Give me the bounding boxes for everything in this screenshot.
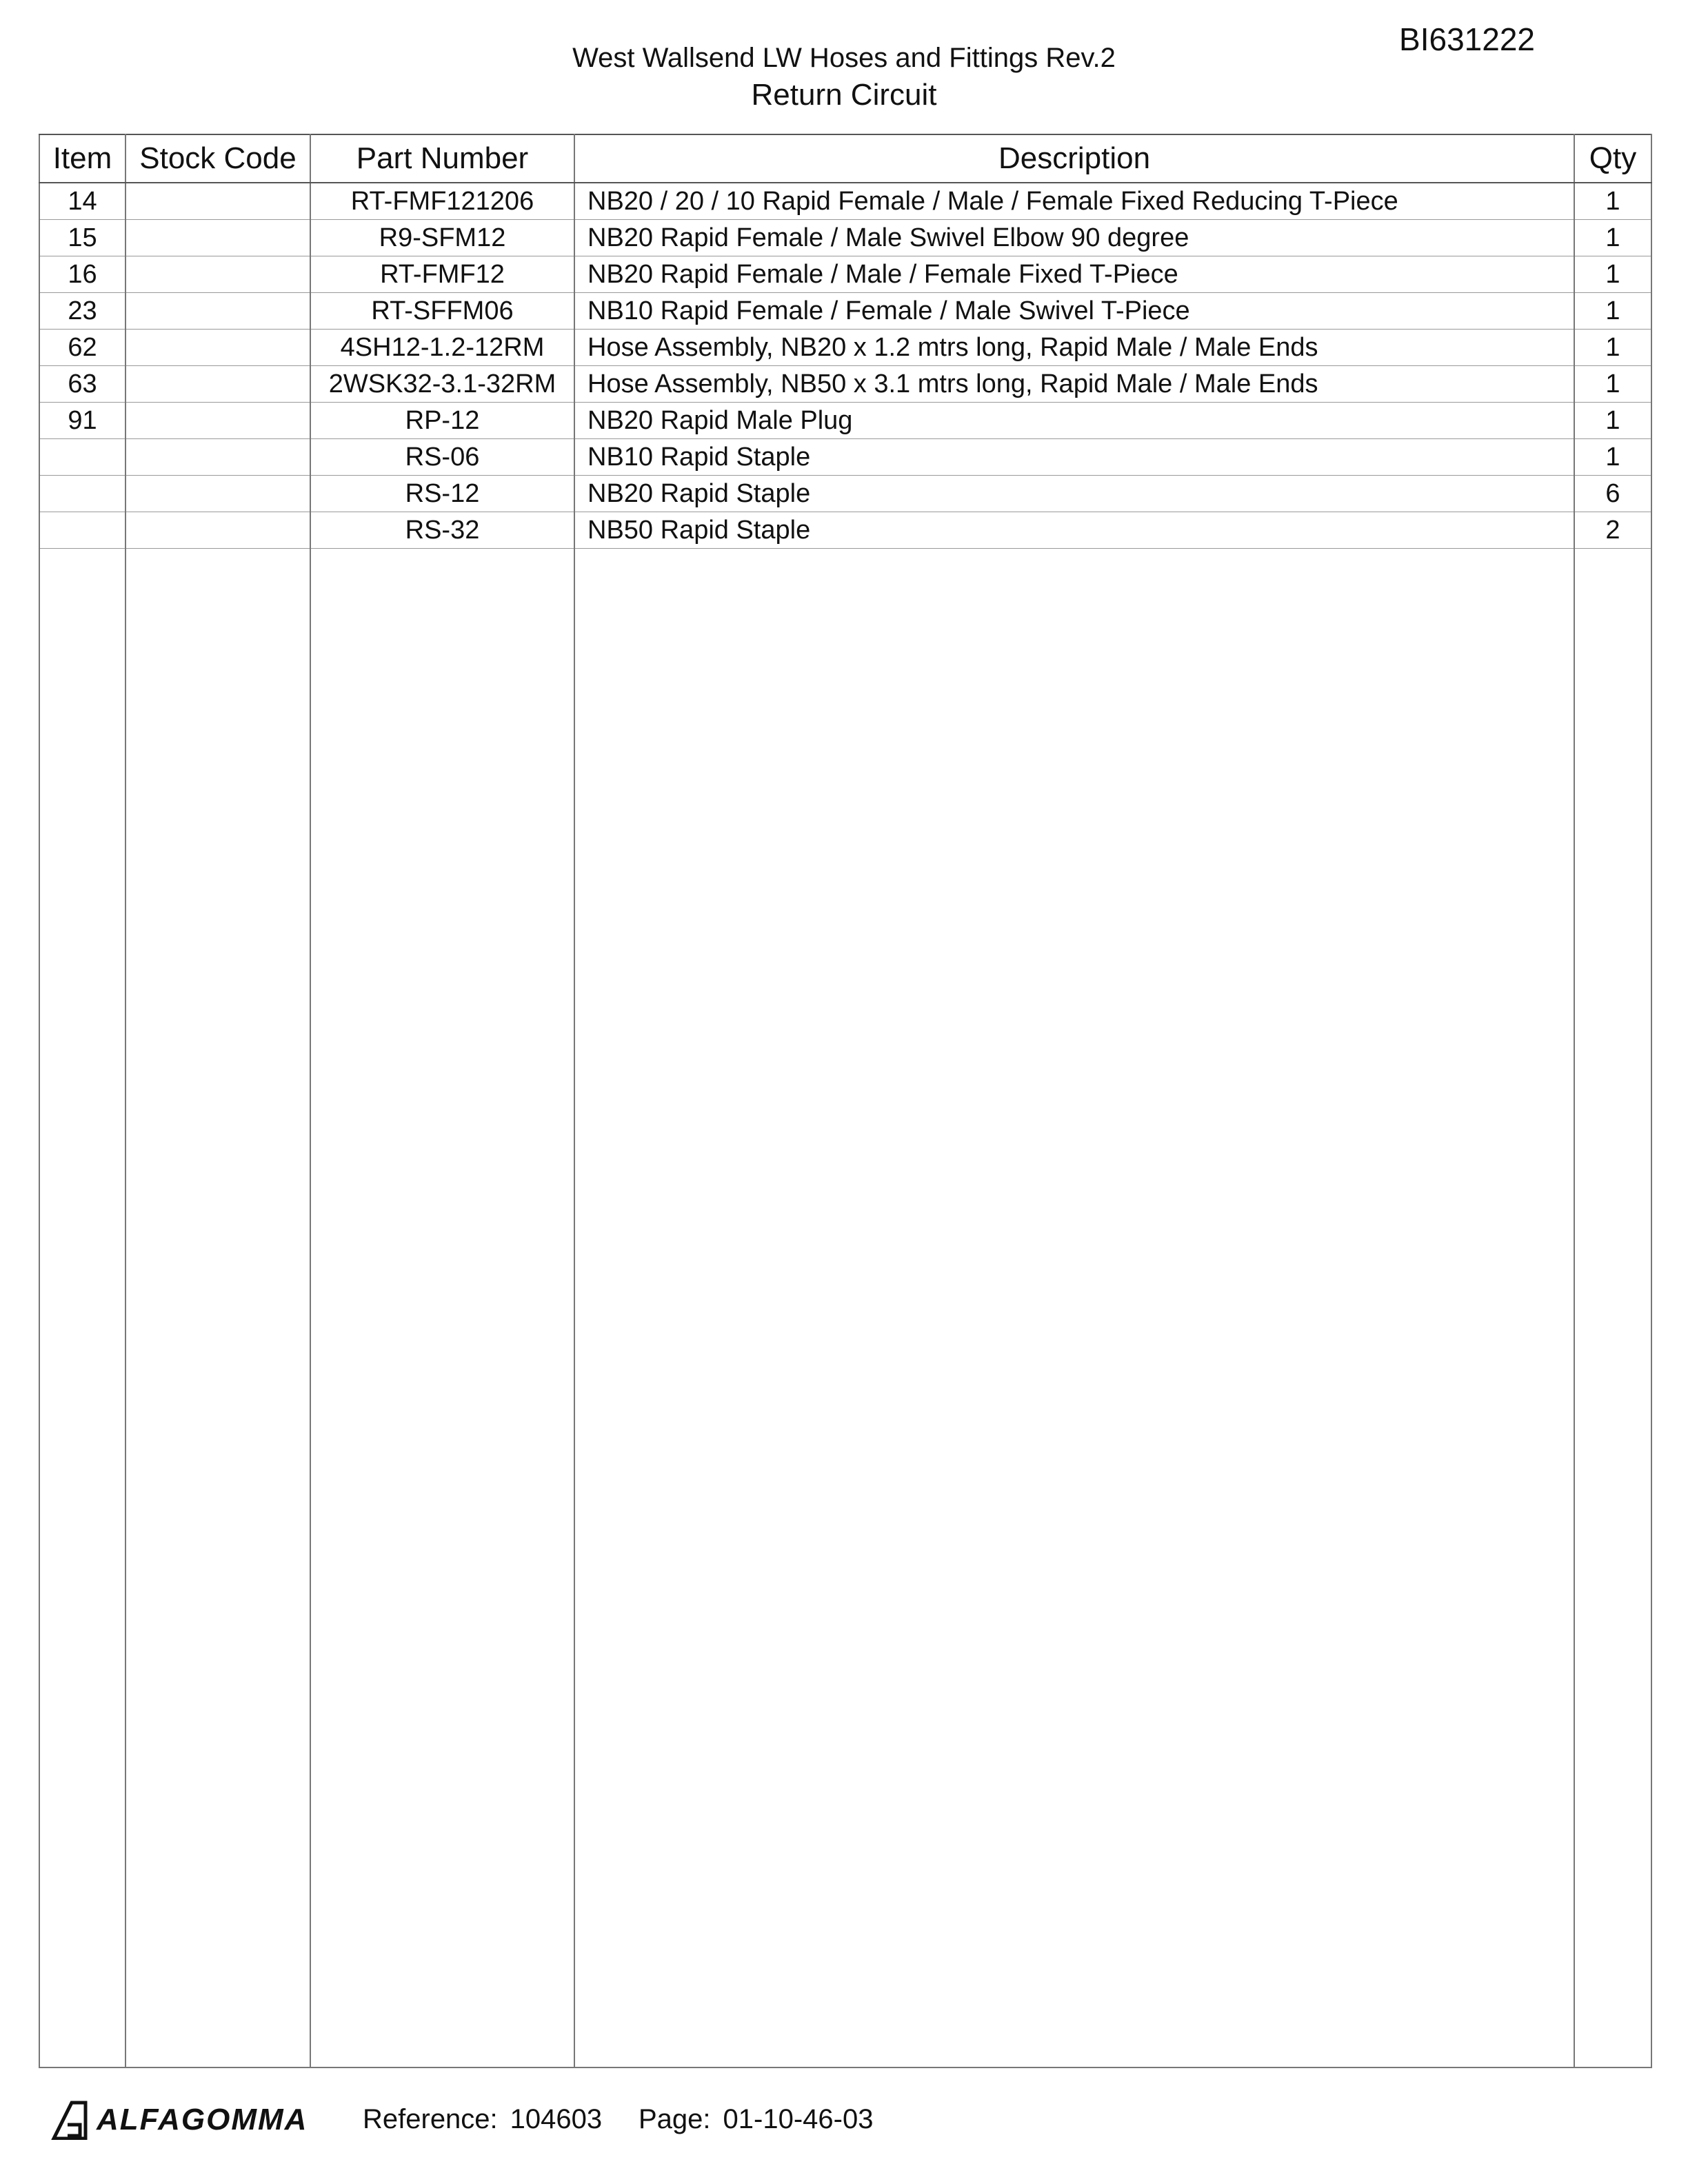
- cell-part-number: RT-FMF12: [310, 256, 574, 293]
- header-part-number: Part Number: [310, 134, 574, 183]
- cell-item: 62: [39, 330, 125, 366]
- cell-item: [39, 476, 125, 512]
- alfagomma-logo-icon: [51, 2100, 90, 2140]
- table-row: [39, 512, 1651, 549]
- cell-qty: 6: [1574, 476, 1651, 512]
- cell-item: 15: [39, 220, 125, 256]
- cell-stock-code: [125, 512, 310, 549]
- header-description: Description: [574, 134, 1574, 183]
- cell-qty: 1: [1574, 366, 1651, 403]
- cell-stock-code: [125, 330, 310, 366]
- cell-qty: 2: [1574, 512, 1651, 549]
- table-row: [39, 439, 1651, 476]
- cell-part-number: RS-06: [310, 439, 574, 476]
- cell-stock-code: [125, 366, 310, 403]
- document-id: BI631222: [1399, 21, 1535, 57]
- page-label: Page:: [639, 2104, 711, 2134]
- cell-qty: 1: [1574, 256, 1651, 293]
- cell-item: [39, 512, 125, 549]
- cell-description: Hose Assembly, NB20 x 1.2 mtrs long, Rapid Male / Male Ends: [574, 330, 1574, 366]
- table-row: [39, 403, 1651, 439]
- cell-part-number: RT-FMF121206: [310, 183, 574, 220]
- table-row: [39, 293, 1651, 330]
- cell-description: NB20 / 20 / 10 Rapid Female / Male / Female Fixed Reducing T-Piece: [574, 183, 1574, 220]
- cell-stock-code: [125, 293, 310, 330]
- cell-stock-code: [125, 439, 310, 476]
- cell-part-number: RP-12: [310, 403, 574, 439]
- cell-qty: 1: [1574, 439, 1651, 476]
- document-title: West Wallsend LW Hoses and Fittings Rev.2: [572, 43, 1116, 73]
- table-row: [39, 476, 1651, 512]
- cell-part-number: RS-12: [310, 476, 574, 512]
- cell-stock-code: [125, 183, 310, 220]
- reference: [363, 2104, 602, 2135]
- footer: [51, 2096, 1154, 2144]
- cell-stock-code: [125, 476, 310, 512]
- reference-value: 104603: [510, 2104, 603, 2134]
- cell-part-number: 4SH12-1.2-12RM: [310, 330, 574, 366]
- cell-stock-code: [125, 403, 310, 439]
- cell-qty: 1: [1574, 403, 1651, 439]
- cell-item: [39, 439, 125, 476]
- cell-description: NB50 Rapid Staple: [574, 512, 1574, 549]
- cell-item: 14: [39, 183, 125, 220]
- cell-description: NB20 Rapid Staple: [574, 476, 1574, 512]
- cell-item: 16: [39, 256, 125, 293]
- table-row: [39, 220, 1651, 256]
- cell-qty: 1: [1574, 293, 1651, 330]
- logo-text: ALFAGOMMA: [97, 2103, 308, 2136]
- cell-qty: 1: [1574, 220, 1651, 256]
- table-row: [39, 330, 1651, 366]
- cell-description: NB20 Rapid Male Plug: [574, 403, 1574, 439]
- table-filler-row: [39, 549, 1651, 2068]
- alfagomma-logo: [51, 2096, 308, 2144]
- cell-description: NB10 Rapid Female / Female / Male Swivel T-Piece: [574, 293, 1574, 330]
- cell-stock-code: [125, 256, 310, 293]
- cell-part-number: RS-32: [310, 512, 574, 549]
- cell-description: NB10 Rapid Staple: [574, 439, 1574, 476]
- cell-item: 91: [39, 403, 125, 439]
- page-number: [639, 2104, 873, 2135]
- cell-description: Hose Assembly, NB50 x 3.1 mtrs long, Rapid Male / Male Ends: [574, 366, 1574, 403]
- cell-qty: 1: [1574, 183, 1651, 220]
- table-row: [39, 256, 1651, 293]
- table-row: [39, 366, 1651, 403]
- cell-part-number: R9-SFM12: [310, 220, 574, 256]
- header-qty: Qty: [1574, 134, 1651, 183]
- cell-item: 23: [39, 293, 125, 330]
- header-item: Item: [39, 134, 125, 183]
- document-subtitle: Return Circuit: [751, 78, 937, 112]
- cell-qty: 1: [1574, 330, 1651, 366]
- cell-part-number: RT-SFFM06: [310, 293, 574, 330]
- cell-item: 63: [39, 366, 125, 403]
- cell-description: NB20 Rapid Female / Male / Female Fixed T-Piece: [574, 256, 1574, 293]
- table-header-row: [39, 134, 1651, 183]
- cell-stock-code: [125, 220, 310, 256]
- table-row: [39, 183, 1651, 220]
- title-block: [0, 40, 1688, 114]
- cell-description: NB20 Rapid Female / Male Swivel Elbow 90 degree: [574, 220, 1574, 256]
- cell-part-number: 2WSK32-3.1-32RM: [310, 366, 574, 403]
- parts-table: [39, 134, 1652, 2068]
- header-stock-code: Stock Code: [125, 134, 310, 183]
- page-value: 01-10-46-03: [723, 2104, 874, 2134]
- reference-label: Reference:: [363, 2104, 498, 2134]
